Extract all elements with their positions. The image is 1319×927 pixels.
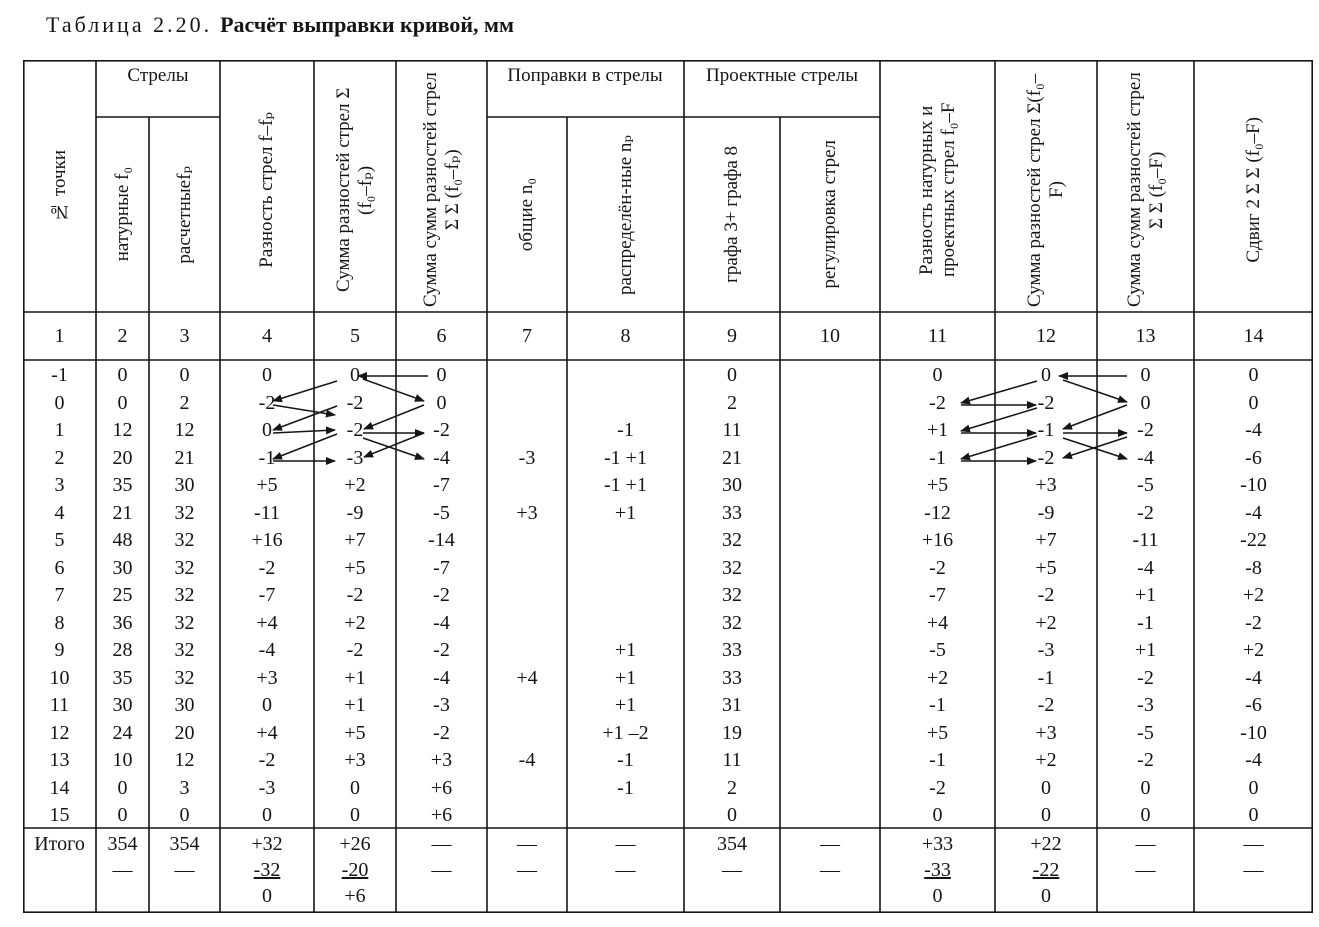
totals-cell: +26 — [339, 833, 371, 855]
column-number: 13 — [1135, 325, 1156, 347]
header-col-6-text: Сумма сумм разностей стрел Σ Σ (f₀–fₚ) — [419, 72, 463, 308]
table-cell: -2 — [346, 639, 364, 661]
table-cell: 21 — [722, 447, 742, 469]
table-cell: -3 — [1137, 694, 1154, 716]
caption-title: Расчёт выправки кривой, мм — [220, 12, 514, 37]
table-cell: +5 — [926, 474, 949, 496]
table-cell: +1 — [344, 694, 366, 716]
table-cell: -2 — [1037, 447, 1055, 469]
table-cell: 30 — [174, 694, 195, 716]
table-cell: -8 — [1245, 557, 1262, 579]
table-cell: 1 — [54, 419, 65, 441]
table-cell: 0 — [1041, 777, 1051, 799]
table-cell: -1 — [929, 749, 946, 771]
totals-cell: 0 — [1041, 885, 1051, 907]
header-col-4-text: Разность стрел f–fₚ — [256, 112, 277, 268]
table-cell: -4 — [1245, 502, 1262, 524]
table-cell: -2 — [1037, 392, 1055, 414]
table-cell: 0 — [350, 364, 360, 386]
table-cell: 30 — [722, 474, 742, 496]
totals-cell: — — [1135, 859, 1156, 881]
table-cell: +1 — [1134, 639, 1157, 661]
table-cell: -2 — [346, 419, 364, 441]
table-cell: 32 — [174, 639, 195, 661]
header-col-3-text: расчетныеfₚ — [173, 165, 195, 264]
table-cell: 24 — [112, 722, 133, 744]
table-cell: +6 — [430, 777, 453, 799]
table-cell: -1 — [258, 447, 276, 469]
header-col-11-text: Разность натурных и проектных стрел f₀–F — [915, 102, 959, 278]
table-cell: +3 — [1035, 722, 1057, 744]
table-cell: 30 — [174, 474, 195, 496]
table-caption — [46, 12, 514, 38]
table-cell: 11 — [49, 694, 70, 716]
table-cell: -4 — [433, 612, 450, 634]
table-cell: 0 — [54, 392, 65, 414]
totals-cell: — — [174, 859, 195, 881]
totals-cell: +32 — [251, 833, 283, 855]
header-col-12 — [995, 68, 1097, 312]
table-cell: 2 — [179, 392, 190, 414]
table-cell: -2 — [1137, 419, 1154, 441]
table-cell: -2 — [1137, 749, 1154, 771]
table-cell: +1 — [614, 639, 637, 661]
table-cell: -4 — [433, 667, 450, 689]
totals-cell: — — [820, 859, 840, 881]
table-cell: -3 — [258, 777, 276, 799]
totals-cell: — — [1135, 833, 1156, 855]
table-cell: -7 — [929, 584, 946, 606]
table-cell: 10 — [49, 667, 70, 689]
totals-label: Итого — [34, 833, 85, 855]
table-cell: +1 — [614, 667, 637, 689]
totals-cell: — — [722, 859, 742, 881]
table-cell: -2 — [258, 392, 276, 414]
caption-label: Таблица 2.20. — [46, 12, 213, 37]
table-cell: -4 — [1245, 749, 1262, 771]
totals-cell: 0 — [262, 885, 272, 907]
table-cell: 4 — [54, 502, 65, 524]
totals-cell: -22 — [1032, 859, 1060, 881]
totals-cell: +33 — [921, 833, 954, 855]
column-number: 1 — [54, 325, 65, 347]
table-cell: 32 — [722, 584, 742, 606]
table-cell: 25 — [112, 584, 133, 606]
table-cell: -2 — [929, 777, 946, 799]
table-cell: -2 — [1037, 584, 1055, 606]
table-cell: 0 — [1248, 804, 1259, 826]
table-cell: -14 — [428, 529, 455, 551]
table-cell: 12 — [174, 749, 195, 771]
table-cell: -11 — [254, 502, 280, 524]
table-cell: +1 — [926, 419, 949, 441]
column-number: 5 — [350, 325, 360, 347]
table-cell: 0 — [350, 804, 360, 826]
column-number: 3 — [179, 325, 190, 347]
header-col-10-text: регулировка стрел — [819, 140, 840, 289]
table-cell: 0 — [179, 364, 190, 386]
table-cell: +2 — [1035, 749, 1057, 771]
totals-cell: -33 — [924, 859, 951, 881]
totals-cell: 354 — [107, 833, 138, 855]
table-cell: -4 — [518, 749, 536, 771]
table-cell: -2 — [346, 392, 364, 414]
table-cell: 0 — [1140, 364, 1151, 386]
table-cell: +1 — [1134, 584, 1157, 606]
column-number: 2 — [117, 325, 128, 347]
table-cell: 6 — [54, 557, 65, 579]
header-col-13 — [1097, 68, 1194, 312]
table-cell: -4 — [1137, 447, 1154, 469]
header-col-7-text: общие n₀ — [516, 177, 537, 252]
table-cell: 0 — [727, 804, 737, 826]
header-strely: Стрелы — [127, 65, 189, 86]
header-col-9-text: графа 3+ графа 8 — [721, 146, 742, 283]
table-cell: -12 — [924, 502, 951, 524]
table-cell: 0 — [117, 777, 128, 799]
table-cell: -3 — [1037, 639, 1055, 661]
table-cell: +5 — [926, 722, 949, 744]
table-cell: 32 — [722, 612, 742, 634]
table-cell: +4 — [516, 667, 538, 689]
table-cell: -3 — [433, 694, 450, 716]
header-col-14 — [1194, 68, 1313, 312]
table-cell: -2 — [258, 557, 276, 579]
totals-cell: -20 — [341, 859, 369, 881]
table-cell: 8 — [54, 612, 65, 634]
table-cell: -4 — [1137, 557, 1154, 579]
totals-cell: — — [615, 859, 636, 881]
table-cell: -1 — [617, 749, 634, 771]
column-number: 4 — [262, 325, 272, 347]
table-cell: 10 — [112, 749, 133, 771]
totals-cell: — — [431, 859, 452, 881]
totals-cell: — — [517, 859, 537, 881]
table-cell: 48 — [112, 529, 133, 551]
table-cell: 12 — [174, 419, 195, 441]
table-cell: -9 — [1037, 502, 1055, 524]
totals-cell: — — [431, 833, 452, 855]
header-col-9 — [684, 117, 780, 312]
table-cell: -2 — [346, 584, 364, 606]
table-cell: +4 — [926, 612, 949, 634]
table-cell: 36 — [112, 612, 133, 634]
table-cell: 15 — [49, 804, 70, 826]
header-col-14-text: Сдвиг 2 Σ Σ (f₀–F) — [1242, 117, 1264, 263]
table-cell: +5 — [1035, 557, 1057, 579]
header-col-7 — [487, 117, 567, 312]
header-col-5 — [314, 68, 396, 312]
table-cell: +3 — [1035, 474, 1057, 496]
totals-cell: +22 — [1030, 833, 1062, 855]
table-cell: +2 — [344, 474, 366, 496]
header-col-1-text: № точки — [48, 150, 70, 222]
table-cell: -10 — [1240, 474, 1267, 496]
header-col-8-text: распределён-ные nₚ — [614, 134, 636, 295]
table-cell: 0 — [436, 392, 447, 414]
table-cell: 35 — [112, 474, 133, 496]
table-cell: 0 — [1140, 804, 1151, 826]
totals-cell: 354 — [169, 833, 200, 855]
table-cell: 32 — [174, 612, 195, 634]
column-number: 9 — [727, 325, 737, 347]
header-proektnye: Проектные стрелы — [706, 65, 858, 86]
table-cell: +1 — [344, 667, 366, 689]
table-cell: 2 — [54, 447, 65, 469]
table-cell: -1 — [51, 364, 68, 386]
column-number: 6 — [436, 325, 447, 347]
table-cell: 0 — [1041, 364, 1051, 386]
table-cell: -2 — [1245, 612, 1262, 634]
table-cell: 0 — [1140, 777, 1151, 799]
table-cell: -3 — [518, 447, 536, 469]
table-cell: -2 — [1037, 694, 1055, 716]
table-cell: -1 — [929, 694, 946, 716]
table-cell: 0 — [1041, 804, 1051, 826]
table-cell: -5 — [1137, 722, 1154, 744]
table-cell: +16 — [921, 529, 954, 551]
table-cell: 12 — [112, 419, 133, 441]
totals-cell: — — [820, 833, 840, 855]
table-cell: -7 — [433, 557, 450, 579]
table-cell: +7 — [344, 529, 366, 551]
table-cell: -11 — [1132, 529, 1159, 551]
table-cell: 28 — [112, 639, 133, 661]
table-cell: -1 +1 — [604, 447, 647, 469]
table-cell: -2 — [258, 749, 276, 771]
totals-cell: +6 — [344, 885, 366, 907]
table-cell: 7 — [54, 584, 65, 606]
table-cell: 20 — [112, 447, 133, 469]
table-cell: -1 — [929, 447, 946, 469]
table-cell: 31 — [722, 694, 742, 716]
table-cell: +3 — [516, 502, 538, 524]
table-cell: 0 — [179, 804, 190, 826]
totals-cell: — — [517, 833, 537, 855]
table-cell: +3 — [344, 749, 366, 771]
table-cell: 0 — [436, 364, 447, 386]
table-cell: 30 — [112, 694, 133, 716]
table-cell: 0 — [117, 364, 128, 386]
table-cell: 0 — [262, 804, 272, 826]
table-cell: 0 — [117, 804, 128, 826]
table-cell: 2 — [727, 392, 737, 414]
table-cell: 20 — [174, 722, 195, 744]
table-cell: 5 — [54, 529, 65, 551]
table-cell: -1 — [1037, 419, 1055, 441]
table-cell: 33 — [722, 502, 742, 524]
table-cell: -6 — [1245, 694, 1262, 716]
table-cell: -7 — [433, 474, 450, 496]
header-col-5-text: Сумма разностей стрел Σ (f₀–fₚ) — [333, 87, 376, 293]
table-cell: 32 — [174, 502, 195, 524]
table-cell: -2 — [433, 419, 450, 441]
table-cell: -1 +1 — [604, 474, 647, 496]
table-cell: 32 — [174, 584, 195, 606]
totals-cell: 354 — [717, 833, 747, 855]
table-cell: -4 — [1245, 667, 1262, 689]
table-cell: 2 — [727, 777, 737, 799]
table-cell: 11 — [722, 749, 742, 771]
column-number: 8 — [620, 325, 631, 347]
header-col-12-text: Сумма разностей стрел Σ(f₀–F) — [1024, 73, 1067, 307]
table-cell: 3 — [179, 777, 190, 799]
table-cell: -3 — [346, 447, 364, 469]
header-col-10 — [780, 117, 880, 312]
table-cell: 30 — [112, 557, 133, 579]
table-cell: 32 — [174, 667, 195, 689]
table-cell: -9 — [346, 502, 364, 524]
table-cell: -1 — [617, 419, 634, 441]
table-cell: 12 — [49, 722, 70, 744]
table-cell: 32 — [174, 529, 195, 551]
table-cell: 0 — [117, 392, 128, 414]
totals-cell: — — [615, 833, 636, 855]
table-cell: 0 — [350, 777, 360, 799]
table-cell: -4 — [1245, 419, 1262, 441]
table-cell: 0 — [1140, 392, 1151, 414]
totals-cell: — — [1243, 859, 1264, 881]
table-cell: -2 — [1137, 502, 1154, 524]
table-cell: 32 — [174, 557, 195, 579]
table-cell: -2 — [433, 584, 450, 606]
column-number: 11 — [927, 325, 948, 347]
totals-cell: — — [112, 859, 133, 881]
table-cell: -6 — [1245, 447, 1262, 469]
table-cell: -2 — [929, 392, 946, 414]
totals-cell: — — [1243, 833, 1264, 855]
column-number: 7 — [522, 325, 532, 347]
table-cell: +2 — [1242, 639, 1265, 661]
table-cell: 0 — [932, 364, 943, 386]
totals-cell: -32 — [253, 859, 281, 881]
table-cell: 9 — [54, 639, 65, 661]
header-col-1 — [23, 60, 96, 312]
table-cell: +2 — [1242, 584, 1265, 606]
table-cell: 11 — [722, 419, 742, 441]
table-cell: +1 — [614, 502, 637, 524]
table-cell: -5 — [1137, 474, 1154, 496]
table-cell: 19 — [722, 722, 742, 744]
table-cell: 21 — [112, 502, 133, 524]
table-cell: +3 — [256, 667, 278, 689]
table-cell: +4 — [256, 612, 278, 634]
table-cell: 0 — [262, 364, 272, 386]
table-cell: 0 — [1248, 777, 1259, 799]
table-cell: -2 — [433, 639, 450, 661]
table-cell: -7 — [258, 584, 276, 606]
table-cell: +5 — [256, 474, 278, 496]
table-cell: -2 — [433, 722, 450, 744]
column-number: 10 — [820, 325, 840, 347]
table-cell: -5 — [433, 502, 450, 524]
table-cell: -1 — [617, 777, 634, 799]
table-cell: 0 — [262, 694, 272, 716]
table-cell: +3 — [430, 749, 453, 771]
table-cell: -1 — [1137, 612, 1154, 634]
table-cell: 3 — [54, 474, 65, 496]
table-cell: 21 — [174, 447, 195, 469]
table-cell: 14 — [49, 777, 70, 799]
table-cell: 0 — [262, 419, 272, 441]
table-cell: +16 — [251, 529, 283, 551]
table-cell: 0 — [932, 804, 943, 826]
header-col-13-text: Сумма сумм разностей стрел Σ Σ (f₀–F) — [1123, 72, 1167, 308]
table-cell: +2 — [926, 667, 949, 689]
header-col-6 — [396, 68, 487, 312]
table-cell: +5 — [344, 722, 366, 744]
table-cell: 13 — [49, 749, 70, 771]
totals-cell: 0 — [932, 885, 943, 907]
column-number: 12 — [1036, 325, 1056, 347]
calculation-table — [23, 60, 1313, 913]
table-cell: 0 — [727, 364, 737, 386]
table-cell: -4 — [433, 447, 450, 469]
table-cell: 33 — [722, 667, 742, 689]
header-col-4 — [220, 68, 314, 312]
table-cell: -5 — [929, 639, 946, 661]
table-cell: +2 — [344, 612, 366, 634]
table-cell: 35 — [112, 667, 133, 689]
table-cell: +2 — [1035, 612, 1057, 634]
table-cell: 0 — [1248, 392, 1259, 414]
header-col-2-text: натурные f₀ — [111, 167, 133, 262]
header-col-11 — [880, 68, 995, 312]
table-cell: 0 — [1248, 364, 1259, 386]
table-cell: -2 — [1137, 667, 1154, 689]
table-cell: -22 — [1240, 529, 1267, 551]
table-cell: +4 — [256, 722, 278, 744]
table-cell: -4 — [258, 639, 276, 661]
header-col-2 — [96, 117, 149, 312]
table-cell: -10 — [1240, 722, 1267, 744]
table-cell: +7 — [1035, 529, 1057, 551]
column-number: 14 — [1243, 325, 1264, 347]
table-cell: 33 — [722, 639, 742, 661]
table-cell: +1 –2 — [602, 722, 649, 744]
table-cell: 32 — [722, 557, 742, 579]
table-cell: +6 — [430, 804, 453, 826]
header-col-8 — [567, 117, 684, 312]
table-cell: -2 — [929, 557, 946, 579]
header-col-3 — [149, 117, 220, 312]
table-cell: +5 — [344, 557, 366, 579]
table-cell: -1 — [1037, 667, 1055, 689]
table-cell: +1 — [614, 694, 637, 716]
header-popravki: Поправки в стрелы — [507, 65, 663, 86]
table-cell: 32 — [722, 529, 742, 551]
